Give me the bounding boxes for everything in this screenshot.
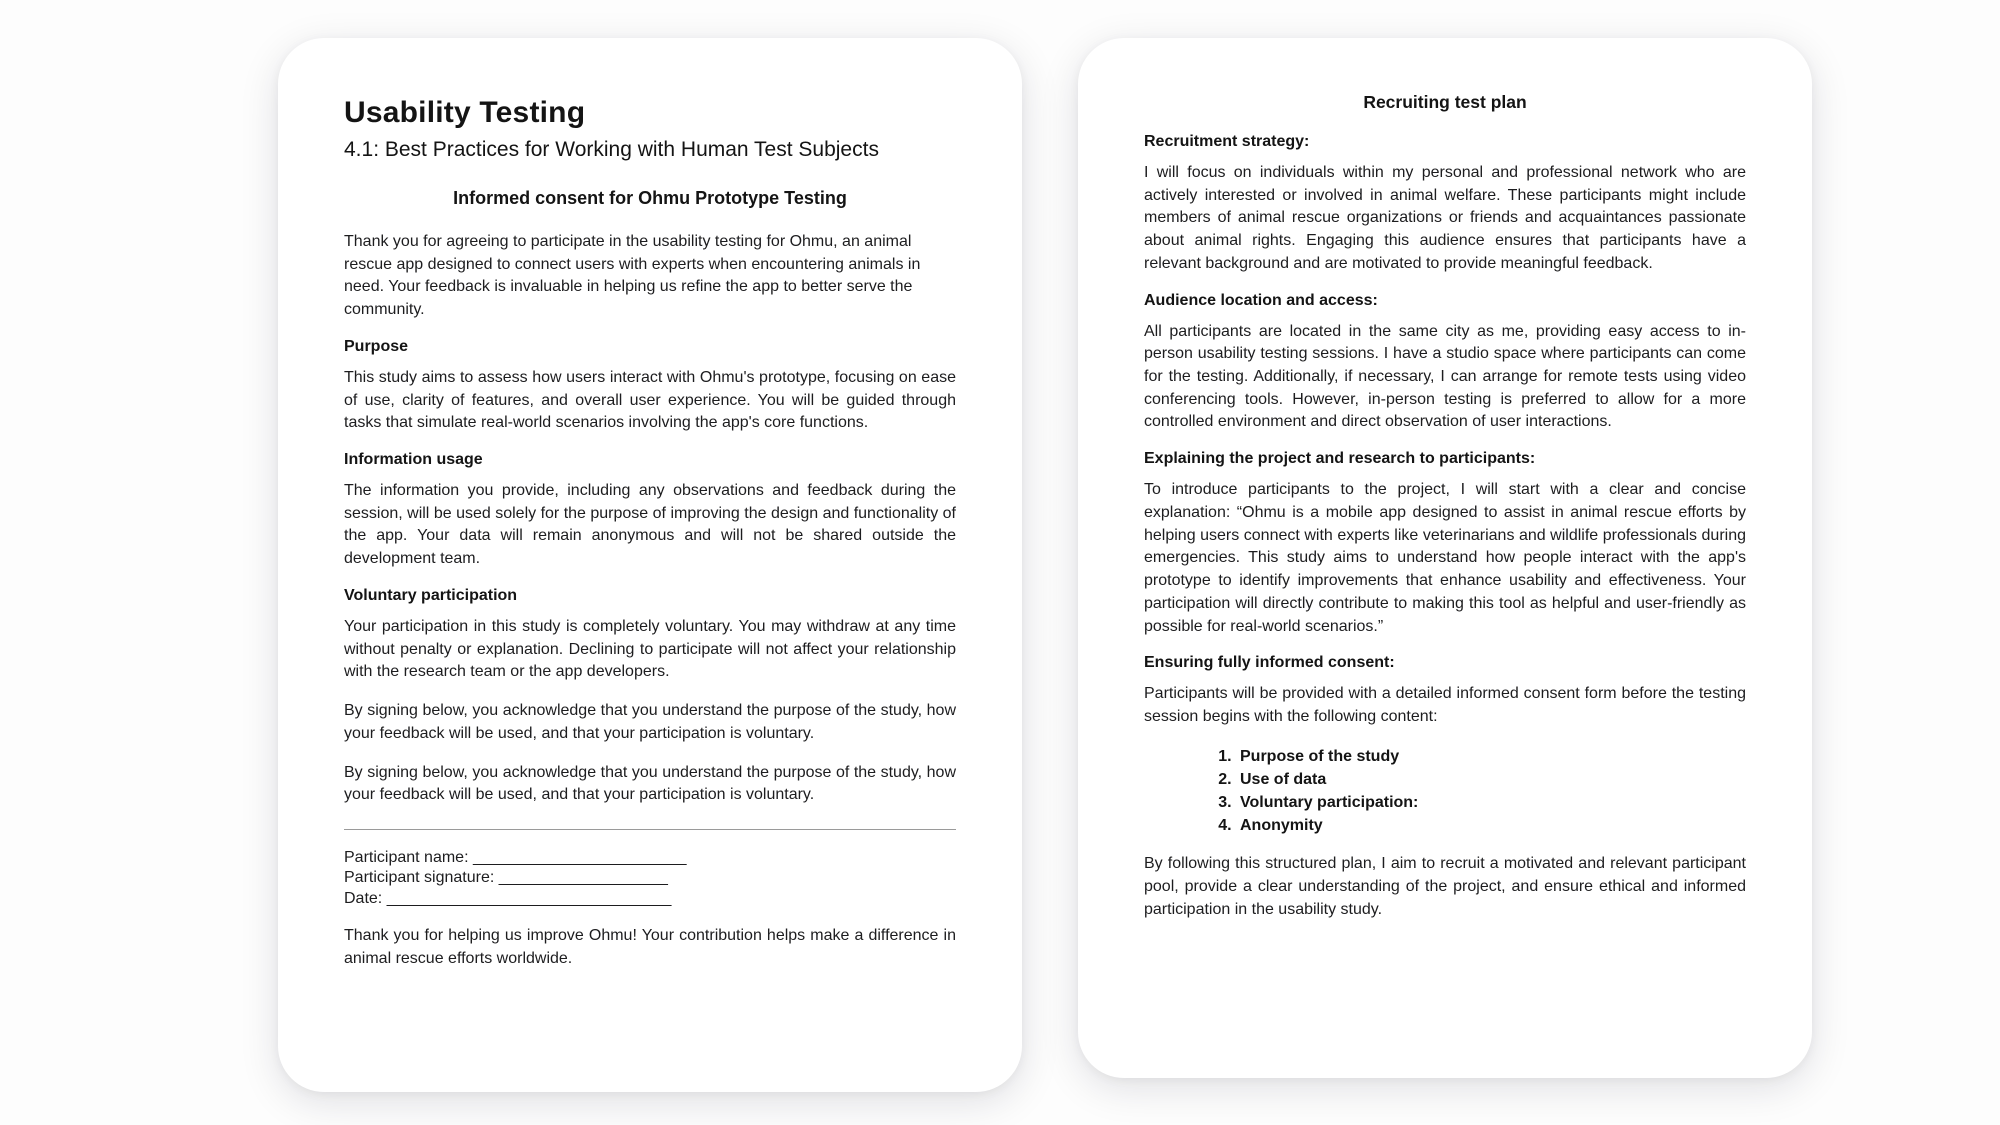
consent-content-list	[1144, 745, 1746, 838]
participant-signature-field	[344, 868, 956, 888]
recruitment-strategy-paragraph: I will focus on individuals within my personal and professional network who are actively interested or involved in animal welfare. These participants might include members of animal rescue organizations or friends and acquaintances passionate about animal rights. Engaging this audience ensures that participants have a relevant background and are motivated to provide meaningful feedback.	[1144, 164, 1746, 272]
informed-consent-heading: Ensuring fully informed consent:	[1144, 654, 1395, 672]
participant-signature-label: Participant signature:	[344, 869, 495, 887]
recruiting-closing-paragraph: By following this structured plan, I aim to recruit a motivated and relevant participant pool, provide a clear understanding of the project, and ensure ethical and informed participation in the usability study.	[1144, 855, 1746, 918]
participant-name-label: Participant name:	[344, 848, 469, 866]
consent-list-item-use-of-data: 2. Use of data	[1236, 768, 1746, 791]
consent-form-heading: Informed consent for Ohmu Prototype Testing	[453, 188, 847, 208]
date-label: Date:	[344, 889, 383, 907]
consent-list-item-anonymity: 4. Anonymity	[1236, 814, 1746, 837]
recruiting-plan-title: Recruiting test plan	[1363, 92, 1527, 112]
participant-signature-blank-line: ___________________	[498, 869, 668, 887]
recruitment-strategy-heading: Recruitment strategy:	[1144, 133, 1310, 150]
consent-list-item-purpose: 1. Purpose of the study	[1236, 745, 1746, 768]
date-field	[344, 889, 956, 909]
information-usage-paragraph: The information you provide, including any observations and feedback during the session, will be used solely for the purpose of improving the design and functionality of the app. Your data will remain anonymous and will not be shared outside the development team.	[344, 482, 956, 568]
explaining-project-heading: Explaining the project and research to participants:	[1144, 450, 1536, 468]
audience-location-heading: Audience location and access:	[1144, 291, 1378, 309]
acknowledgement-paragraph-1: By signing below, you acknowledge that you understand the purpose of the study, how your feedback will be used, and that your participation is voluntary.	[344, 702, 956, 742]
participant-name-field	[344, 848, 956, 868]
purpose-heading: Purpose	[344, 337, 409, 355]
informed-consent-paragraph: Participants will be provided with a detailed informed consent form before the testing session begins with the following content:	[1144, 685, 1746, 725]
purpose-paragraph: This study aims to assess how users interact with Ohmu's prototype, focusing on ease of use, clarity of features, and overall user experience. You will be guided through tasks that simulate real-world scenarios involving the app's core functions.	[344, 368, 956, 432]
consent-intro-paragraph: Thank you for agreeing to participate in the usability testing for Ohmu, an animal rescue app designed to connect users with experts when encountering animals in need. Your feedback is invaluable in helping us refine the app to better serve the community.	[344, 233, 921, 319]
recruiting-plan-page	[1078, 38, 1812, 1078]
document-subtitle: 4.1: Best Practices for Working with Human Test Subjects	[344, 138, 879, 161]
explaining-project-paragraph: To introduce participants to the project, I will start with a clear and concise explanation: “Ohmu is a mobile app designed to assist in animal rescue efforts by helping users connect with experts like veterinarians and wildlife professionals during emergencies. This study aims to understand how people interact with the app's prototype to identify improvements that enhance usability and effectiveness. Your participation will directly contribute to making this tool as helpful and user-friendly as possible for real-world scenarios.”	[1144, 481, 1746, 635]
document-title: Usability Testing	[344, 96, 586, 129]
information-usage-heading: Information usage	[344, 451, 483, 469]
consent-closing-paragraph: Thank you for helping us improve Ohmu! Your contribution helps make a difference in animal rescue efforts worldwide.	[344, 927, 956, 968]
voluntary-participation-heading: Voluntary participation	[344, 586, 518, 604]
consent-page	[278, 38, 1022, 1092]
date-blank-line: ________________________________	[386, 889, 672, 907]
consent-list-item-voluntary-participation: 3. Voluntary participation:	[1236, 791, 1746, 814]
audience-location-paragraph: All participants are located in the same city as me, providing easy access to in-person usability testing sessions. I have a studio space where participants can come for the testing. Additionally, if necessary, I can arrange for remote tests using video conferencing tools. However, in-person testing is preferred to allow for a more controlled environment and direct observation of user interactions.	[1144, 322, 1746, 431]
acknowledgement-paragraph-2: By signing below, you acknowledge that you understand the purpose of the study, how your feedback will be used, and that your participation is voluntary.	[344, 763, 956, 804]
participant-name-blank-line: ________________________	[472, 848, 687, 866]
signature-divider	[344, 829, 956, 830]
voluntary-participation-paragraph: Your participation in this study is completely voluntary. You may withdraw at any time without penalty or explanation. Declining to participate will not affect your relationship with the research team or the app developers.	[344, 617, 956, 681]
